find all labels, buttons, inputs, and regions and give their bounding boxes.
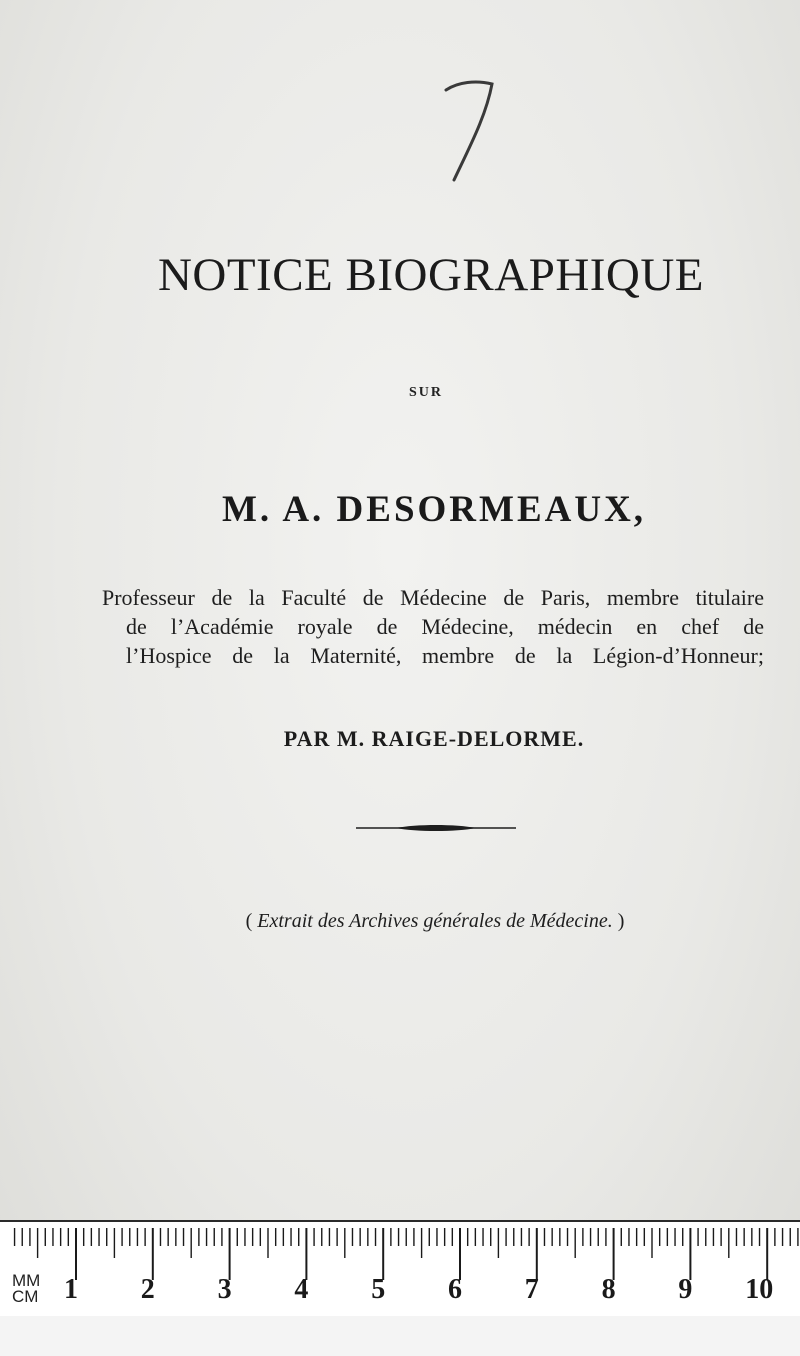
ruler-cm-label: 5 [371, 1274, 386, 1305]
ruler-cm-label: 6 [448, 1274, 462, 1305]
qualification-line: l’Hospice de la Maternité, membre de la Légion-d’Honneur; [126, 643, 764, 668]
extract-text: Extrait des Archives générales de Médecine. [257, 910, 613, 932]
ruler-cm-label: 8 [601, 1274, 616, 1305]
qualification-line: Professeur de la Faculté de Médecine de Paris, membre titulaire [102, 585, 764, 610]
preposition-sur: SUR [408, 385, 443, 400]
qualifications-paragraph [102, 583, 764, 670]
author-line: PAR M. RAIGE-DELORME. [283, 726, 585, 751]
extract-close-paren: ) [612, 910, 625, 932]
ornamental-rule [356, 822, 516, 834]
scan-margin [0, 1316, 800, 1356]
handwritten-mark-seven [440, 76, 500, 186]
ruler-cm-label: 3 [217, 1274, 232, 1305]
ruler-cm-label: 9 [678, 1274, 693, 1305]
ruler-cm-label: 4 [294, 1274, 309, 1305]
qualification-line: de l’Académie royale de Médecine, médecin en chef de [126, 614, 764, 639]
extract-open-paren: ( [245, 910, 258, 932]
extract-note [0, 910, 800, 933]
ruler-cm-label: 7 [524, 1274, 539, 1305]
subject-name: M. A. DESORMEAUX, [221, 489, 647, 530]
ruler-unit-cm: CM [12, 1287, 39, 1306]
measurement-ruler [0, 1220, 800, 1318]
ruler-cm-label: 1 [64, 1274, 78, 1305]
ruler-cm-label: 2 [140, 1274, 155, 1305]
ruler-unit-mm: MM [12, 1271, 41, 1290]
ruler-cm-label: 10 [745, 1274, 774, 1305]
document-title: NOTICE BIOGRAPHIQUE [157, 249, 705, 301]
